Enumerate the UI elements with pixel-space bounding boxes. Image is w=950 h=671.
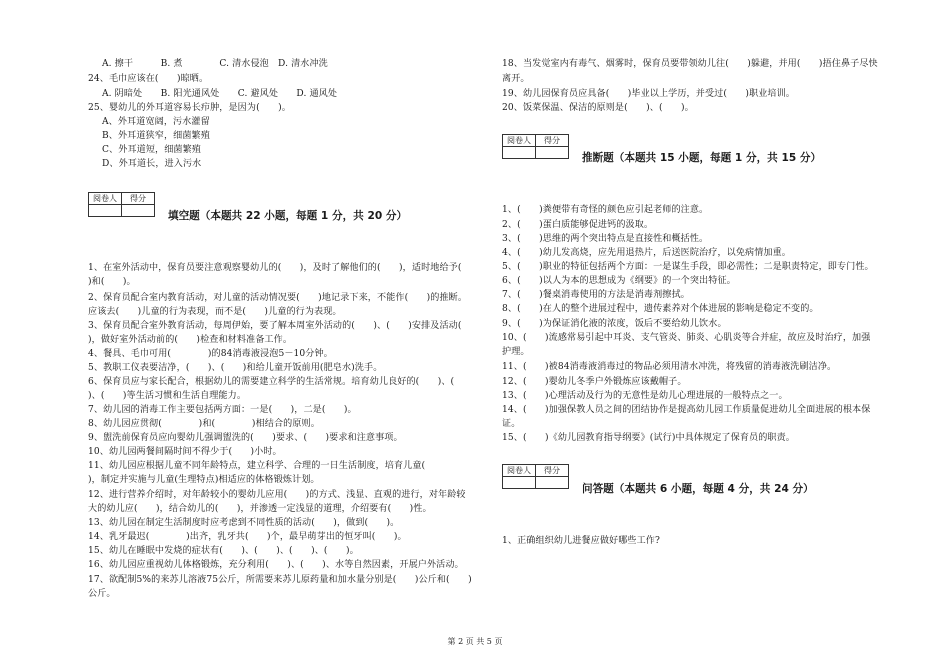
fill-item: 7、幼儿园的消毒工作主要包括两方面：一是( )，二是( )。: [88, 405, 357, 415]
score-cell: [536, 477, 569, 489]
grader-label: 阅卷人: [503, 465, 536, 477]
score-table-fill: [88, 192, 155, 217]
fill-item: 16、幼儿园应重视幼儿体格锻炼，充分利用( )、( )、水等自然因素，开展户外活动。: [88, 560, 464, 570]
judgment-item: 14、( )加强保教人员之间的团结协作是提高幼儿园工作质量促进幼儿全面进展的根本保: [502, 405, 871, 415]
judgment-section-title: 推断题（本题共 15 小题，每题 1 分，共 15 分）: [582, 152, 822, 164]
score-table-qa: [502, 464, 569, 489]
q20-text: 20、饭菜保温、保洁的原则是( )、( )。: [502, 103, 694, 113]
fill-item: 10、幼儿园两餐间隔时间不得少于( )小时。: [88, 447, 282, 457]
fill-item: 11、幼儿园应根据儿童不同年龄特点，建立科学、合理的一日生活制度，培育儿童(: [88, 461, 426, 471]
judgment-item: 4、( )幼儿发高烧，应先用退热片，后送医院治疗，以免病情加重。: [502, 248, 791, 258]
score-label: 得分: [536, 465, 569, 477]
qa-section-title: 问答题（本题共 6 小题，每题 4 分，共 24 分）: [582, 483, 814, 495]
judgment-item: 13、( )心理活动及行为的无意性是幼儿心理进展的一般特点之一。: [502, 391, 788, 401]
q25-text: 25、婴幼儿的外耳道容易长疖肿，是因为( )。: [88, 103, 291, 113]
score-label: 得分: [122, 193, 155, 205]
fill-item: 2、保育员配合室内教育活动，对儿童的活动情况要( )地记录下来，不能作( )的推断。: [88, 293, 468, 303]
fill-item: 1、在室外活动中，保育员要注意观察婴幼儿的( )，及时了解他们的( )，适时地给予(: [88, 263, 462, 273]
page-footer: 第 2 页 共 5 页: [447, 637, 503, 646]
score-table-judgment: [502, 134, 569, 159]
q18-text: 18、当发觉室内有毒气、烟雾时，保育员要带领幼儿往( )躲避，并用( )捂住鼻子尽快: [502, 59, 878, 69]
fill-item: 3、保育员配合室外教育活动，每周伊始，要了解本周室外活动的( )、( )安排及活动(: [88, 321, 462, 331]
q25-option-a: A、外耳道宽阔，污水灌留: [102, 117, 210, 127]
fill-item: )、( )等生活习惯和生活自理能力。: [88, 391, 247, 401]
judgment-item: 1、( )粪便带有奇怪的颜色应引起老师的注意。: [502, 205, 709, 215]
grader-cell: [89, 205, 122, 217]
grader-label: 阅卷人: [89, 193, 122, 205]
fill-item: )，做好室外活动前的( )检查和材料准备工作。: [88, 335, 293, 345]
judgment-item: 12、( )婴幼儿冬季户外锻炼应该戴帽子。: [502, 377, 687, 387]
grader-cell: [503, 477, 536, 489]
q24-options: A. 阴暗处 B. 阳光通风处 C. 避风处 D. 通风处: [102, 89, 338, 99]
fill-section-title: 填空题（本题共 22 小题，每题 1 分，共 20 分）: [168, 210, 408, 222]
fill-item: 13、幼儿园在制定生活制度时应考虑到不同性质的活动( )，做到( )。: [88, 518, 400, 528]
fill-item: 4、餐具、毛巾可用( )的84消毒液浸泡5－10分钟。: [88, 349, 333, 359]
q23-options: A. 擦干 B. 煮 C. 清水侵泡 D. 清水冲洗: [102, 59, 328, 69]
fill-item: 5、教职工仪表要洁净，( )、( )和给儿童开饭前用(肥皂水)洗手。: [88, 363, 383, 373]
judgment-item: 8、( )在人的整个进展过程中，遗传素养对个体进展的影响是稳定不变的。: [502, 304, 819, 314]
qa-item: 1、正确组织幼儿进餐应做好哪些工作?: [502, 536, 660, 546]
q19-text: 19、幼儿园保育员应具备( )毕业以上学历，并受过( )职业培训。: [502, 89, 795, 99]
fill-item: 8、幼儿园应贯彻( )和( )相结合的原则。: [88, 419, 320, 429]
score-cell: [122, 205, 155, 217]
score-label: 得分: [536, 135, 569, 147]
fill-item: 公斤。: [88, 589, 116, 599]
q25-option-c: C、外耳道短，细菌繁殖: [102, 145, 201, 155]
fill-item: 6、保育员应与家长配合，根据幼儿的需要建立科学的生活常规。培育幼儿良好的( )、(: [88, 377, 455, 387]
fill-item: 15、幼儿在睡眠中发烧的症状有( )、( )、( )、( )。: [88, 546, 359, 556]
q25-option-b: B、外耳道狭窄，细菌繁殖: [102, 131, 210, 141]
fill-item: 12、进行营养介绍时，对年龄较小的婴幼儿应用( )的方式、浅显、直观的进行，对年龄较: [88, 490, 466, 500]
grader-label: 阅卷人: [503, 135, 536, 147]
judgment-item: 2、( )蛋白质能够促进钙的汲取。: [502, 220, 654, 230]
judgment-item: 10、( )流感常易引起中耳炎、支气管炎、肺炎、心肌炎等合并症，故应及时治疗，加强: [502, 333, 871, 343]
judgment-item: 5、( )职业的特征包括两个方面：一是谋生手段，即必需性；二是职责特定，即专门性。: [502, 262, 874, 272]
q24-text: 24、毛巾应该在( )晾晒。: [88, 74, 209, 84]
judgment-item: 9、( )为保证消化液的浓度，饭后不要给幼儿饮水。: [502, 319, 727, 329]
fill-item: 应该去( )儿童的行为表现，而不是( )儿童的行为表现。: [88, 307, 342, 317]
q18-text-cont: 离开。: [502, 74, 530, 84]
judgment-item: 6、( )以人为本的思想成为《纲要》的一个突出特征。: [502, 276, 736, 286]
fill-item: )，制定并实施与儿童(生理特点)相适应的体格锻炼计划。: [88, 475, 320, 485]
judgment-item: 7、( )餐桌消毒使用的方法是消毒剂擦拭。: [502, 290, 690, 300]
fill-item: 9、盥洗前保育员应向婴幼儿强调盥洗的( )要求、( )要求和注意事项。: [88, 433, 403, 443]
judgment-item: 3、( )思维的两个突出特点是直接性和概括性。: [502, 234, 709, 244]
judgment-item: 护理。: [502, 347, 530, 357]
judgment-item: 证。: [502, 419, 521, 429]
fill-item: 大的幼儿应( )，结合幼儿的( )，并渗透一定浅显的道理，介绍要有( )性。: [88, 504, 432, 514]
judgment-item: 11、( )被84消毒液消毒过的物品必须用清水冲洗，将残留的消毒液洗刷洁净。: [502, 362, 837, 372]
fill-item: 14、乳牙最迟( )出齐，乳牙共( )个，最早萌芽出的恒牙叫( )。: [88, 532, 407, 542]
score-cell: [536, 147, 569, 159]
fill-item: 17、欲配制5%的来苏儿溶液75公斤，所需要来苏儿原药量和加水量分别是( )公斤和( ): [88, 575, 472, 585]
q25-option-d: D、外耳道长，进入污水: [102, 159, 202, 169]
grader-cell: [503, 147, 536, 159]
judgment-item: 15、( )《幼儿园教育指导纲要》(试行)中具体规定了保育员的职责。: [502, 433, 795, 443]
fill-item: )和( )。: [88, 277, 136, 287]
